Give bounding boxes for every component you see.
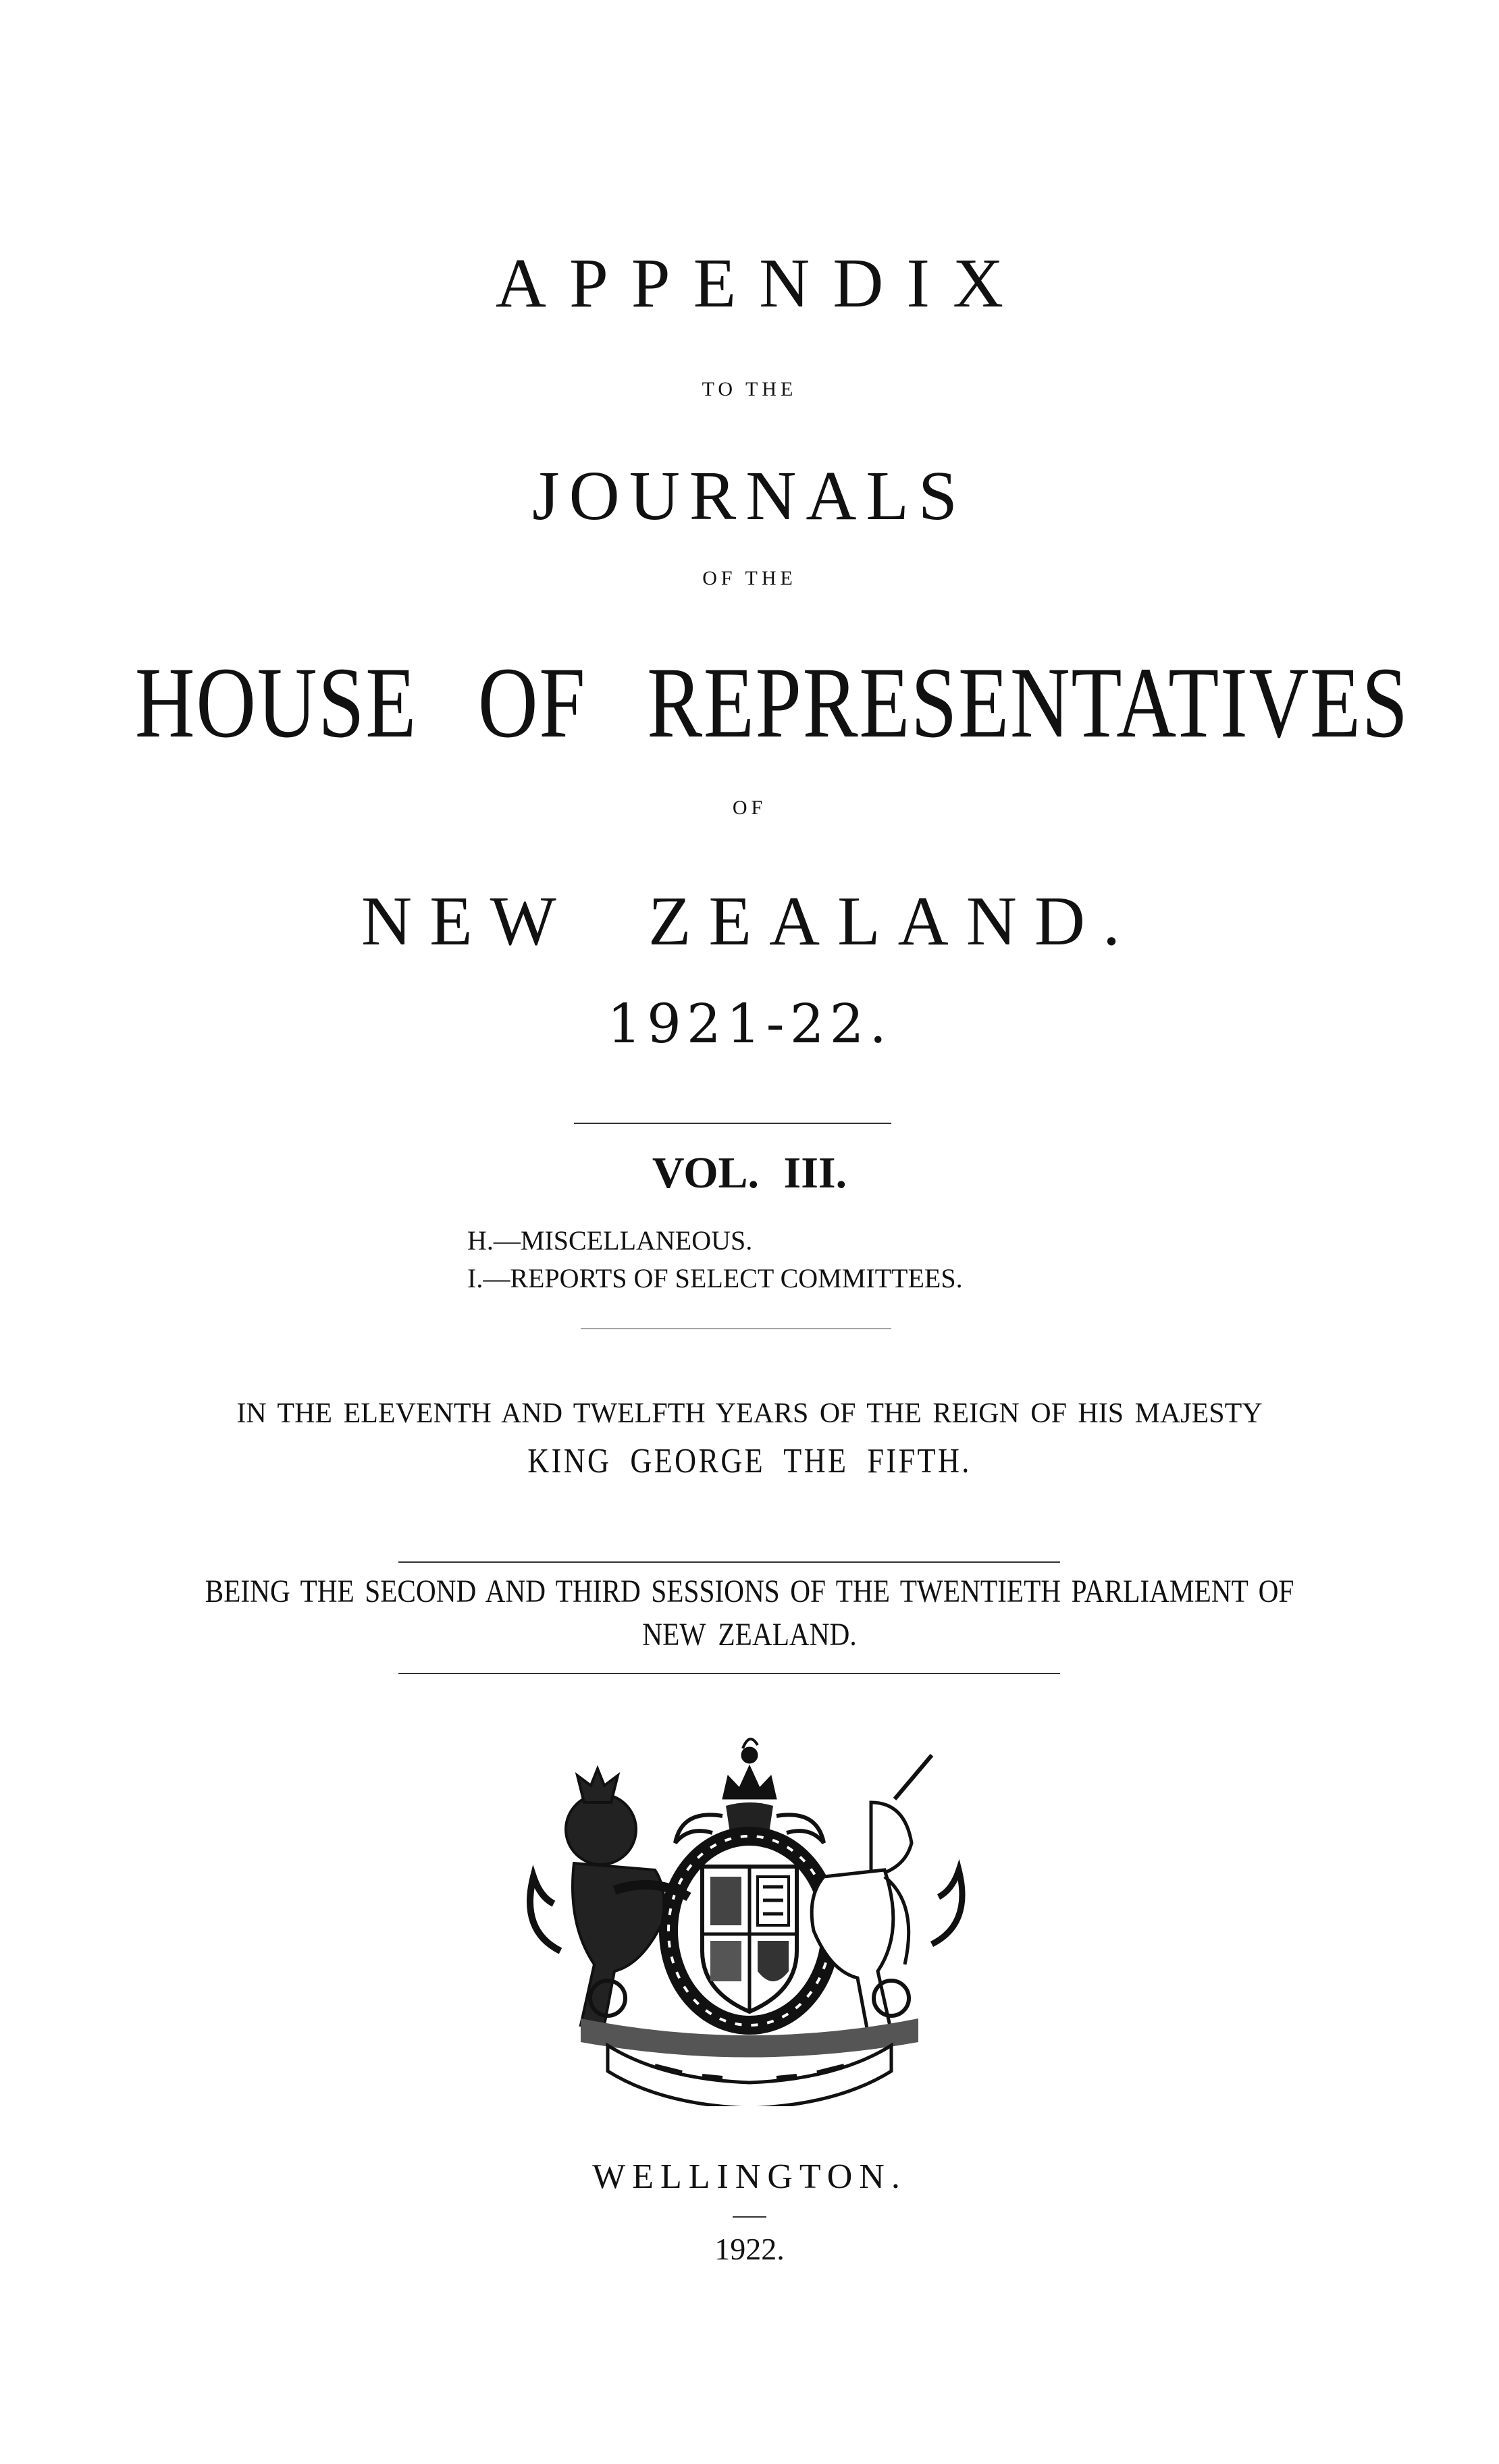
reign-line: IN THE ELEVENTH AND TWELFTH YEARS OF THE REIGN OF HIS MAJESTY bbox=[236, 1398, 1263, 1429]
divider-rule bbox=[733, 2216, 766, 2218]
to-the-label: TO THE bbox=[702, 378, 797, 400]
divider-rule bbox=[398, 1673, 1060, 1674]
journals-heading: JOURNALS bbox=[532, 457, 967, 535]
session-line: BEING THE SECOND AND THIRD SESSIONS OF THE TWENTIETH PARLIAMENT OF bbox=[205, 1574, 1294, 1609]
years-label: 1921-22. bbox=[607, 992, 892, 1055]
session-line-country: NEW ZEALAND. bbox=[642, 1617, 857, 1653]
contents-item: I.—REPORTS OF SELECT COMMITTEES. bbox=[467, 1263, 963, 1293]
volume-heading: VOL. III. bbox=[652, 1148, 847, 1198]
divider-rule bbox=[574, 1123, 891, 1124]
house-heading: HOUSE OF REPRESENTATIVES bbox=[134, 647, 1409, 759]
contents-item: H.—MISCELLANEOUS. bbox=[467, 1225, 753, 1256]
king-line: KING GEORGE THE FIFTH. bbox=[527, 1442, 972, 1480]
country-heading: NEW ZEALAND. bbox=[361, 882, 1138, 960]
of-the-label: OF THE bbox=[702, 567, 797, 589]
publication-year: 1922. bbox=[714, 2232, 785, 2266]
place-of-publication: WELLINGTON. bbox=[592, 2158, 907, 2196]
appendix-heading: APPENDIX bbox=[495, 244, 1027, 322]
divider-rule bbox=[398, 1561, 1060, 1563]
of-label: OF bbox=[732, 797, 767, 819]
royal-coat-of-arms-icon bbox=[520, 1728, 979, 2106]
volume-contents bbox=[467, 1222, 963, 1297]
